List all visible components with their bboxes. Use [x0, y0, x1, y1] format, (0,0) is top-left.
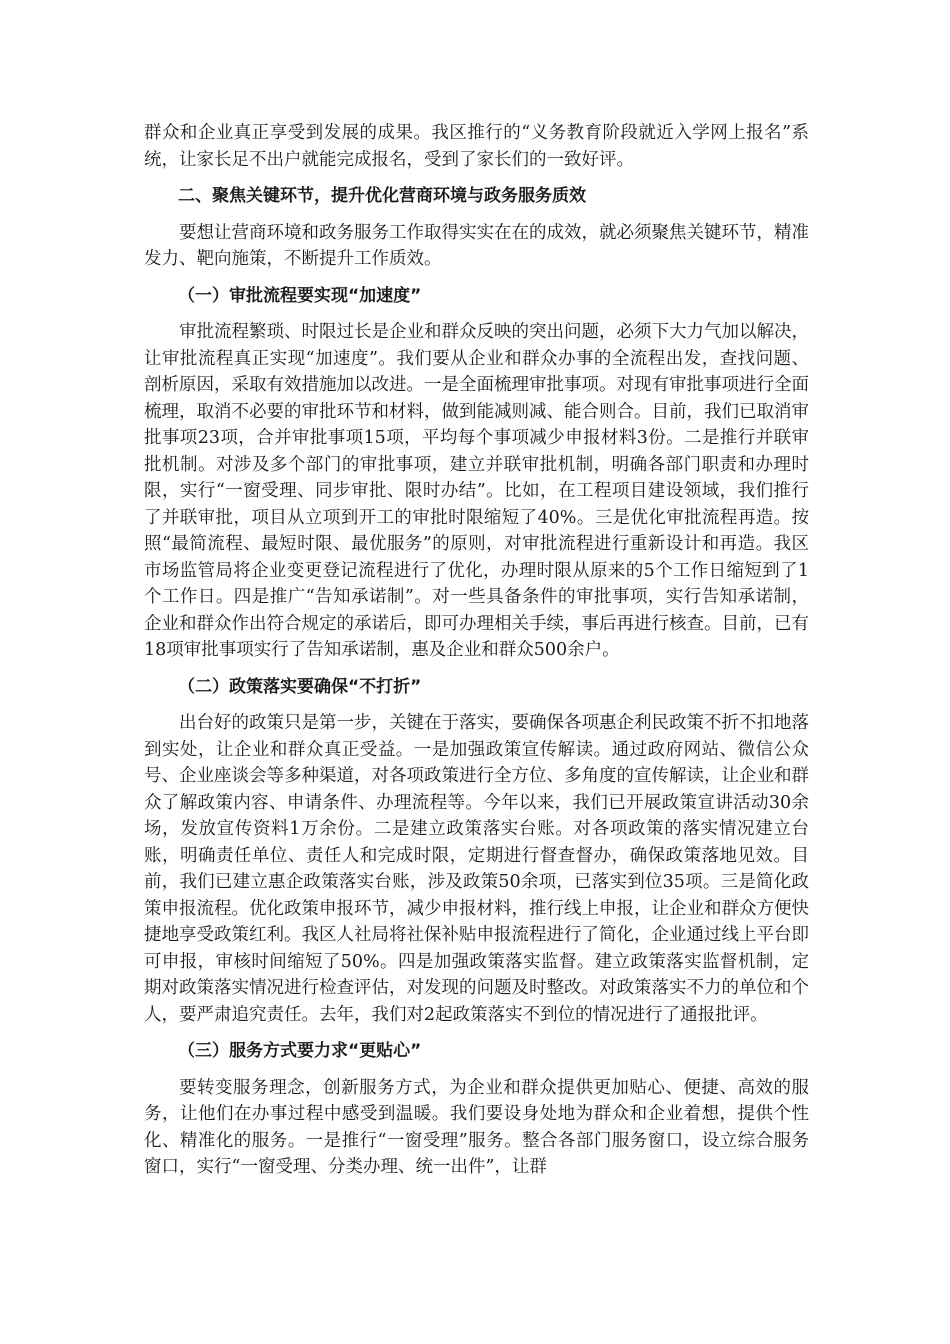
- document-body: [144, 120, 809, 1191]
- paragraph-service-methods: 要转变服务理念，创新服务方式，为企业和群众提供更加贴心、便捷、高效的服务，让他们在办事过程中感受到温暖。我们要设身处地为群众和企业着想，提供个性化、精准化的服务。一是推行“一窗受理”服务。整合各部门服务窗口，设立综合服务窗口，实行“一窗受理、分类办理、统一出件”，让群: [144, 1077, 809, 1177]
- subheading-approval-process: （一）审批流程要实现“加速度”: [178, 285, 422, 306]
- section-heading-2: 二、聚焦关键环节，提升优化营商环境与政务服务质效: [178, 186, 586, 206]
- paragraph-policy-implementation: 出台好的政策只是第一步，关键在于落实，要确保各项惠企利民政策不折不扣地落到实处，让企业和群众真正受益。一是加强政策宣传解读。通过政府网站、微信公众号、企业座谈会等多种渠道，对各项政策进行全方位、多角度的宣传解读，让企业和群众了解政策内容、申请条件、办理流程等。今年以来，我们已开展政策宣讲活动30余场，发放宣传资料1万余份。二是建立政策落实台账。对各项政策的落实情况建立台账，明确责任单位、责任人和完成时限，定期进行督查督办，确保政策落地见效。目前，我们已建立惠企政策落实台账，涉及政策50余项，已落实到位35项。三是简化政策申报流程。优化政策申报环节，减少申报材料，推行线上申报，让企业和群众方便快捷地享受政策红利。我区人社局将社保补贴申报流程进行了简化，企业通过线上平台即可申报，审核时间缩短了50%。四是加强政策落实监督。建立政策落实监督机制，定期对政策落实情况进行检查评估，对发现的问题及时整改。对政策落实不力的单位和个人，要严肃追究责任。去年，我们对2起政策落实不到位的情况进行了通报批评。: [144, 713, 809, 1025]
- paragraph-section-2: 要想让营商环境和政务服务工作取得实实在在的成效，就必须聚焦关键环节，精准发力、靶向施策，不断提升工作质效。: [144, 222, 809, 269]
- paragraph-intro: 群众和企业真正享受到发展的成果。我区推行的“义务教育阶段就近入学网上报名”系统，让家长足不出户就能完成报名，受到了家长们的一致好评。: [144, 123, 809, 170]
- subheading-service-methods: （三）服务方式要力求“更贴心”: [178, 1041, 422, 1061]
- subheading-policy-implementation: （二）政策落实要确保“不打折”: [178, 676, 422, 697]
- paragraph-approval-process: 审批流程繁琐、时限过长是企业和群众反映的突出问题，必须下大力气加以解决，让审批流程真正实现“加速度”。我们要从企业和群众办事的全流程出发，查找问题、剖析原因，采取有效措施加以改进。一是全面梳理审批事项。对现有审批事项进行全面梳理，取消不必要的审批环节和材料，做到能减则减、能合则合。目前，我们已取消审批事项23项，合并审批事项15项，平均每个事项减少申报材料3份。二是推行并联审批机制。对涉及多个部门的审批事项，建立并联审批机制，明确各部门职责和办理时限，实行“一窗受理、同步审批、限时办结”。比如，在工程项目建设领域，我们推行了并联审批，项目从立项到开工的审批时限缩短了40%。三是优化审批流程再造。按照“最简流程、最短时限、最优服务”的原则，对审批流程进行重新设计和再造。我区市场监管局将企业变更登记流程进行了优化，办理时限从原来的5个工作日缩短到了1个工作日。四是推广“告知承诺制”。对一些具备条件的审批事项，实行告知承诺制，企业和群众作出符合规定的承诺后，即可办理相关手续，事后再进行核查。目前，已有18项审批事项实行了告知承诺制，惠及企业和群众500余户。: [144, 322, 809, 660]
